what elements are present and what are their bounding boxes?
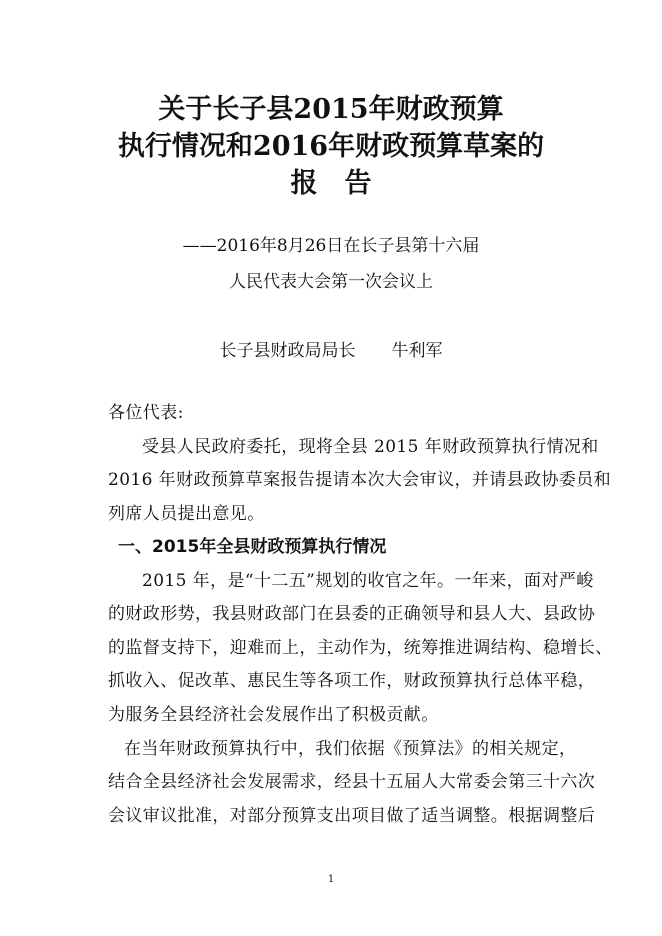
paragraph-1-line-1: 2015 年，是“十二五”规划的收官之年。一年来，面对严峻 (142, 571, 594, 591)
paragraph-1-line-3: 的监督支持下，迎难而上，主动作为，统筹推进调结构、稳增长、 (108, 638, 613, 658)
paragraph-1-line-2: 的财政形势，我县财政部门在县委的正确领导和县人大、县政协 (108, 604, 596, 624)
subtitle-line-1: ——2016年8月26日在长子县第十六届 (182, 236, 480, 256)
paragraph-1-line-5: 为服务全县经济社会发展作出了积极贡献。 (108, 705, 439, 725)
paragraph-2-line-3: 会议审议批准，对部分预算支出项目做了适当调整。根据调整后 (108, 806, 596, 826)
subtitle-line-2: 人民代表大会第一次会议上 (229, 272, 433, 292)
document-title-line-1: 关于长子县2015年财政预算 (158, 94, 504, 125)
author-position: 长子县财政局局长 (219, 341, 356, 361)
intro-line-2: 2016 年财政预算草案报告提请本次大会审议，并请县政协委员和 (108, 470, 612, 490)
page-number: 1 (327, 874, 335, 885)
author-line (0, 343, 662, 360)
salutation: 各位代表: (108, 403, 184, 423)
document-title-line-3: 报 告 (290, 168, 372, 199)
intro-line-3: 列席人员提出意见。 (108, 504, 265, 524)
paragraph-1-line-4: 抓收入、促改革、惠民生等各项工作，财政预算执行总体平稳， (108, 671, 596, 691)
document-title-line-2: 执行情况和2016年财政预算草案的 (117, 131, 545, 162)
author-name: 牛利军 (391, 341, 443, 361)
intro-line-1: 受县人民政府委托，现将全县 2015 年财政预算执行情况和 (142, 437, 599, 457)
paragraph-2-line-2: 结合全县经济社会发展需求，经县十五届人大常委会第三十六次 (108, 772, 596, 792)
section-heading: 一、2015年全县财政预算执行情况 (118, 537, 387, 557)
paragraph-2-line-1: 在当年财政预算执行中，我们依据《预算法》的相关规定， (124, 739, 577, 759)
